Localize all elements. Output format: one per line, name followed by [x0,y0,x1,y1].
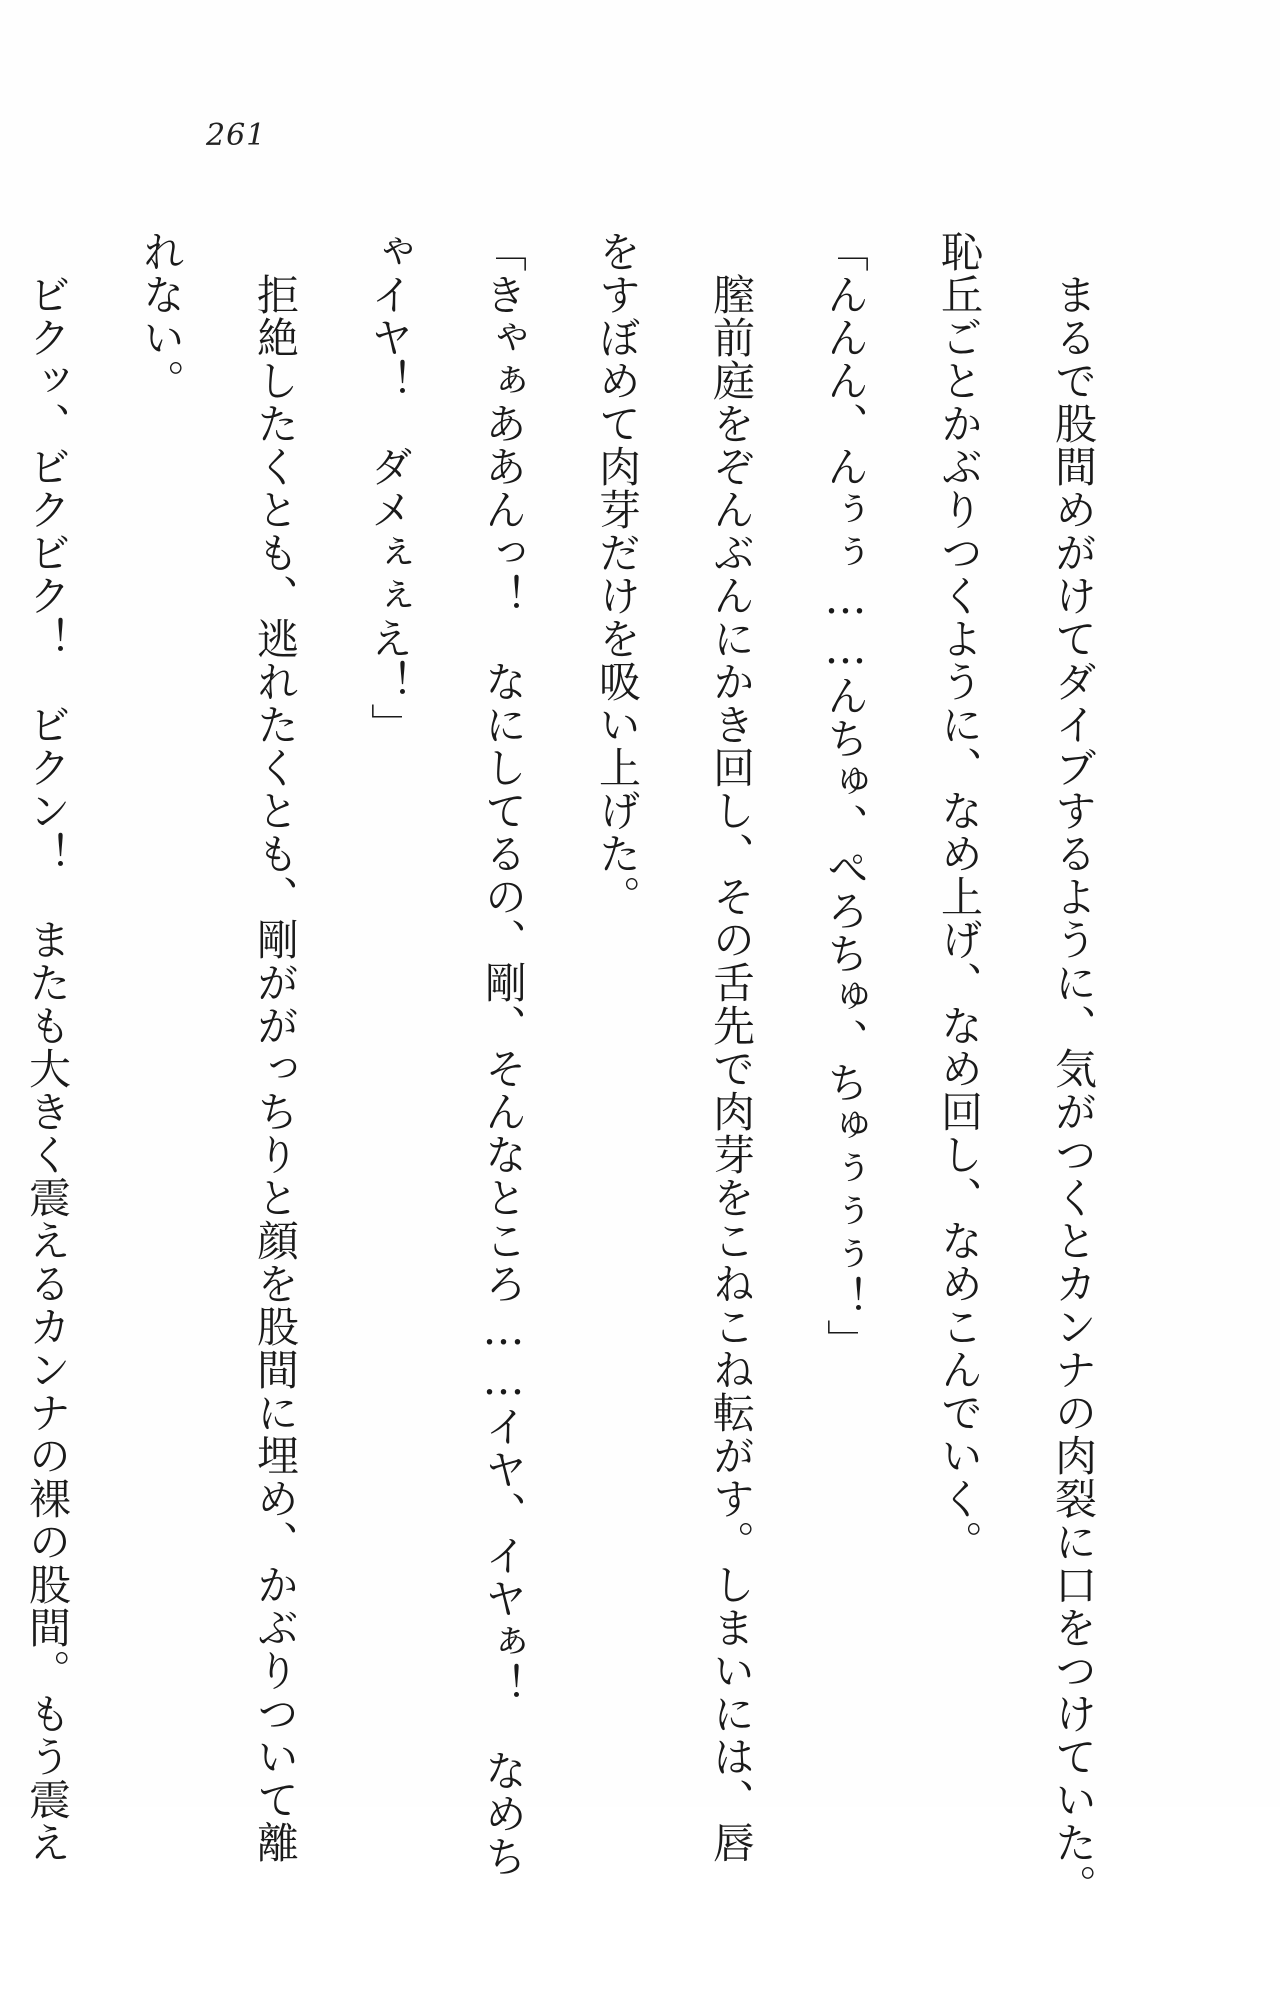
text-line: 拒絶したくとも、逃れたくとも、剛ががっちりと顔を股間に埋め、かぶりついて離 [251,230,300,1864]
text-line: ゃイヤ！ ダメぇぇえ！」 [365,230,414,746]
text-line: 「んんん、んぅぅ……んちゅ、ぺろちゅ、ちゅぅぅぅ！」 [821,230,870,1362]
text-line: をすぼめて肉芽だけを吸い上げた。 [593,230,642,918]
text-line: 膣前庭をぞんぶんにかき回し、その舌先で肉芽をこねこね転がす。しまいには、唇 [707,230,756,1864]
text-line: 「きゃぁああんっ！ なにしてるの、剛、そんなところ……イヤ、イヤぁ！ なめち [479,230,528,1878]
text-line: ビクッ、ビクビク！ ビクン！ またも大きく震えるカンナの裸の股間。もう震え [23,230,72,1864]
body-text [0,230,1130,1907]
text-line: まるで股間めがけてダイブするように、気がつくとカンナの肉裂に口をつけていた。 [1049,230,1098,1907]
page-number: 261 [206,118,267,153]
text-line: れない。 [137,230,186,402]
text-line: 恥丘ごとかぶりつくように、なめ上げ、なめ回し、なめこんでいく。 [935,230,984,1563]
